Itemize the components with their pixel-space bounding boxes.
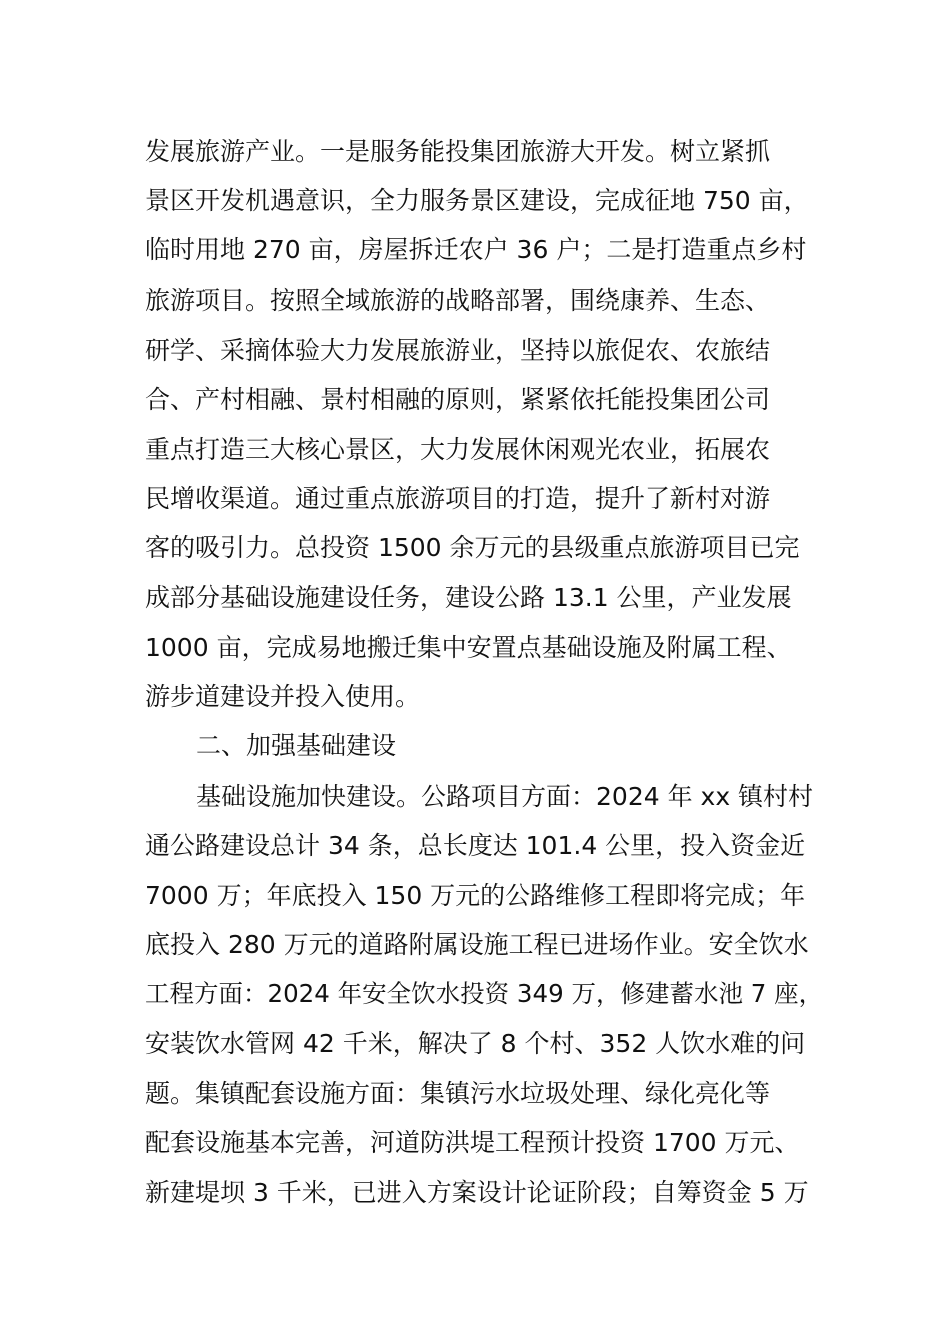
text-line: 客的吸引力。总投资 1500 余万元的县级重点旅游项目已完 <box>145 533 800 562</box>
text-line: 游步道建设并投入使用。 <box>145 682 421 711</box>
text-line: 重点打造三大核心景区，大力发展休闲观光农业，拓展农 <box>145 435 771 464</box>
text-line: 通公路建设总计 34 条，总长度达 101.4 公里，投入资金近 <box>145 831 806 860</box>
text-line: 基础设施加快建设。公路项目方面：2024 年 xx 镇村村 <box>196 782 814 811</box>
text-line: 景区开发机遇意识，全力服务景区建设，完成征地 750 亩， <box>145 186 809 215</box>
text-line: 民增收渠道。通过重点旅游项目的打造，提升了新村对游 <box>145 484 771 513</box>
text-line: 1000 亩，完成易地搬迁集中安置点基础设施及附属工程、 <box>145 633 792 662</box>
section-heading: 二、加强基础建设 <box>196 731 397 760</box>
text-line: 工程方面：2024 年安全饮水投资 349 万，修建蓄水池 7 座， <box>145 979 824 1008</box>
text-line: 合、产村相融、景村相融的原则，紧紧依托能投集团公司 <box>145 385 771 414</box>
text-line: 研学、采摘体验大力发展旅游业，坚持以旅促农、农旅结 <box>145 336 771 365</box>
text-line: 临时用地 270 亩，房屋拆迁农户 36 户；二是打造重点乡村 <box>145 235 807 264</box>
text-line: 安装饮水管网 42 千米，解决了 8 个村、352 人饮水难的问 <box>145 1029 806 1058</box>
text-line: 配套设施基本完善，河道防洪堤工程预计投资 1700 万元、 <box>145 1128 800 1157</box>
text-line: 新建堤坝 3 千米，已进入方案设计论证阶段；自筹资金 5 万 <box>145 1178 809 1207</box>
text-line: 底投入 280 万元的道路附属设施工程已进场作业。安全饮水 <box>145 930 809 959</box>
text-line: 7000 万；年底投入 150 万元的公路维修工程即将完成；年 <box>145 881 806 910</box>
text-line: 发展旅游产业。一是服务能投集团旅游大开发。树立紧抓 <box>145 137 771 166</box>
text-line: 成部分基础设施建设任务，建设公路 13.1 公里，产业发展 <box>145 583 792 612</box>
text-line: 旅游项目。按照全域旅游的战略部署，围绕康养、生态、 <box>145 286 771 315</box>
text-line: 题。集镇配套设施方面：集镇污水垃圾处理、绿化亮化等 <box>145 1079 771 1108</box>
